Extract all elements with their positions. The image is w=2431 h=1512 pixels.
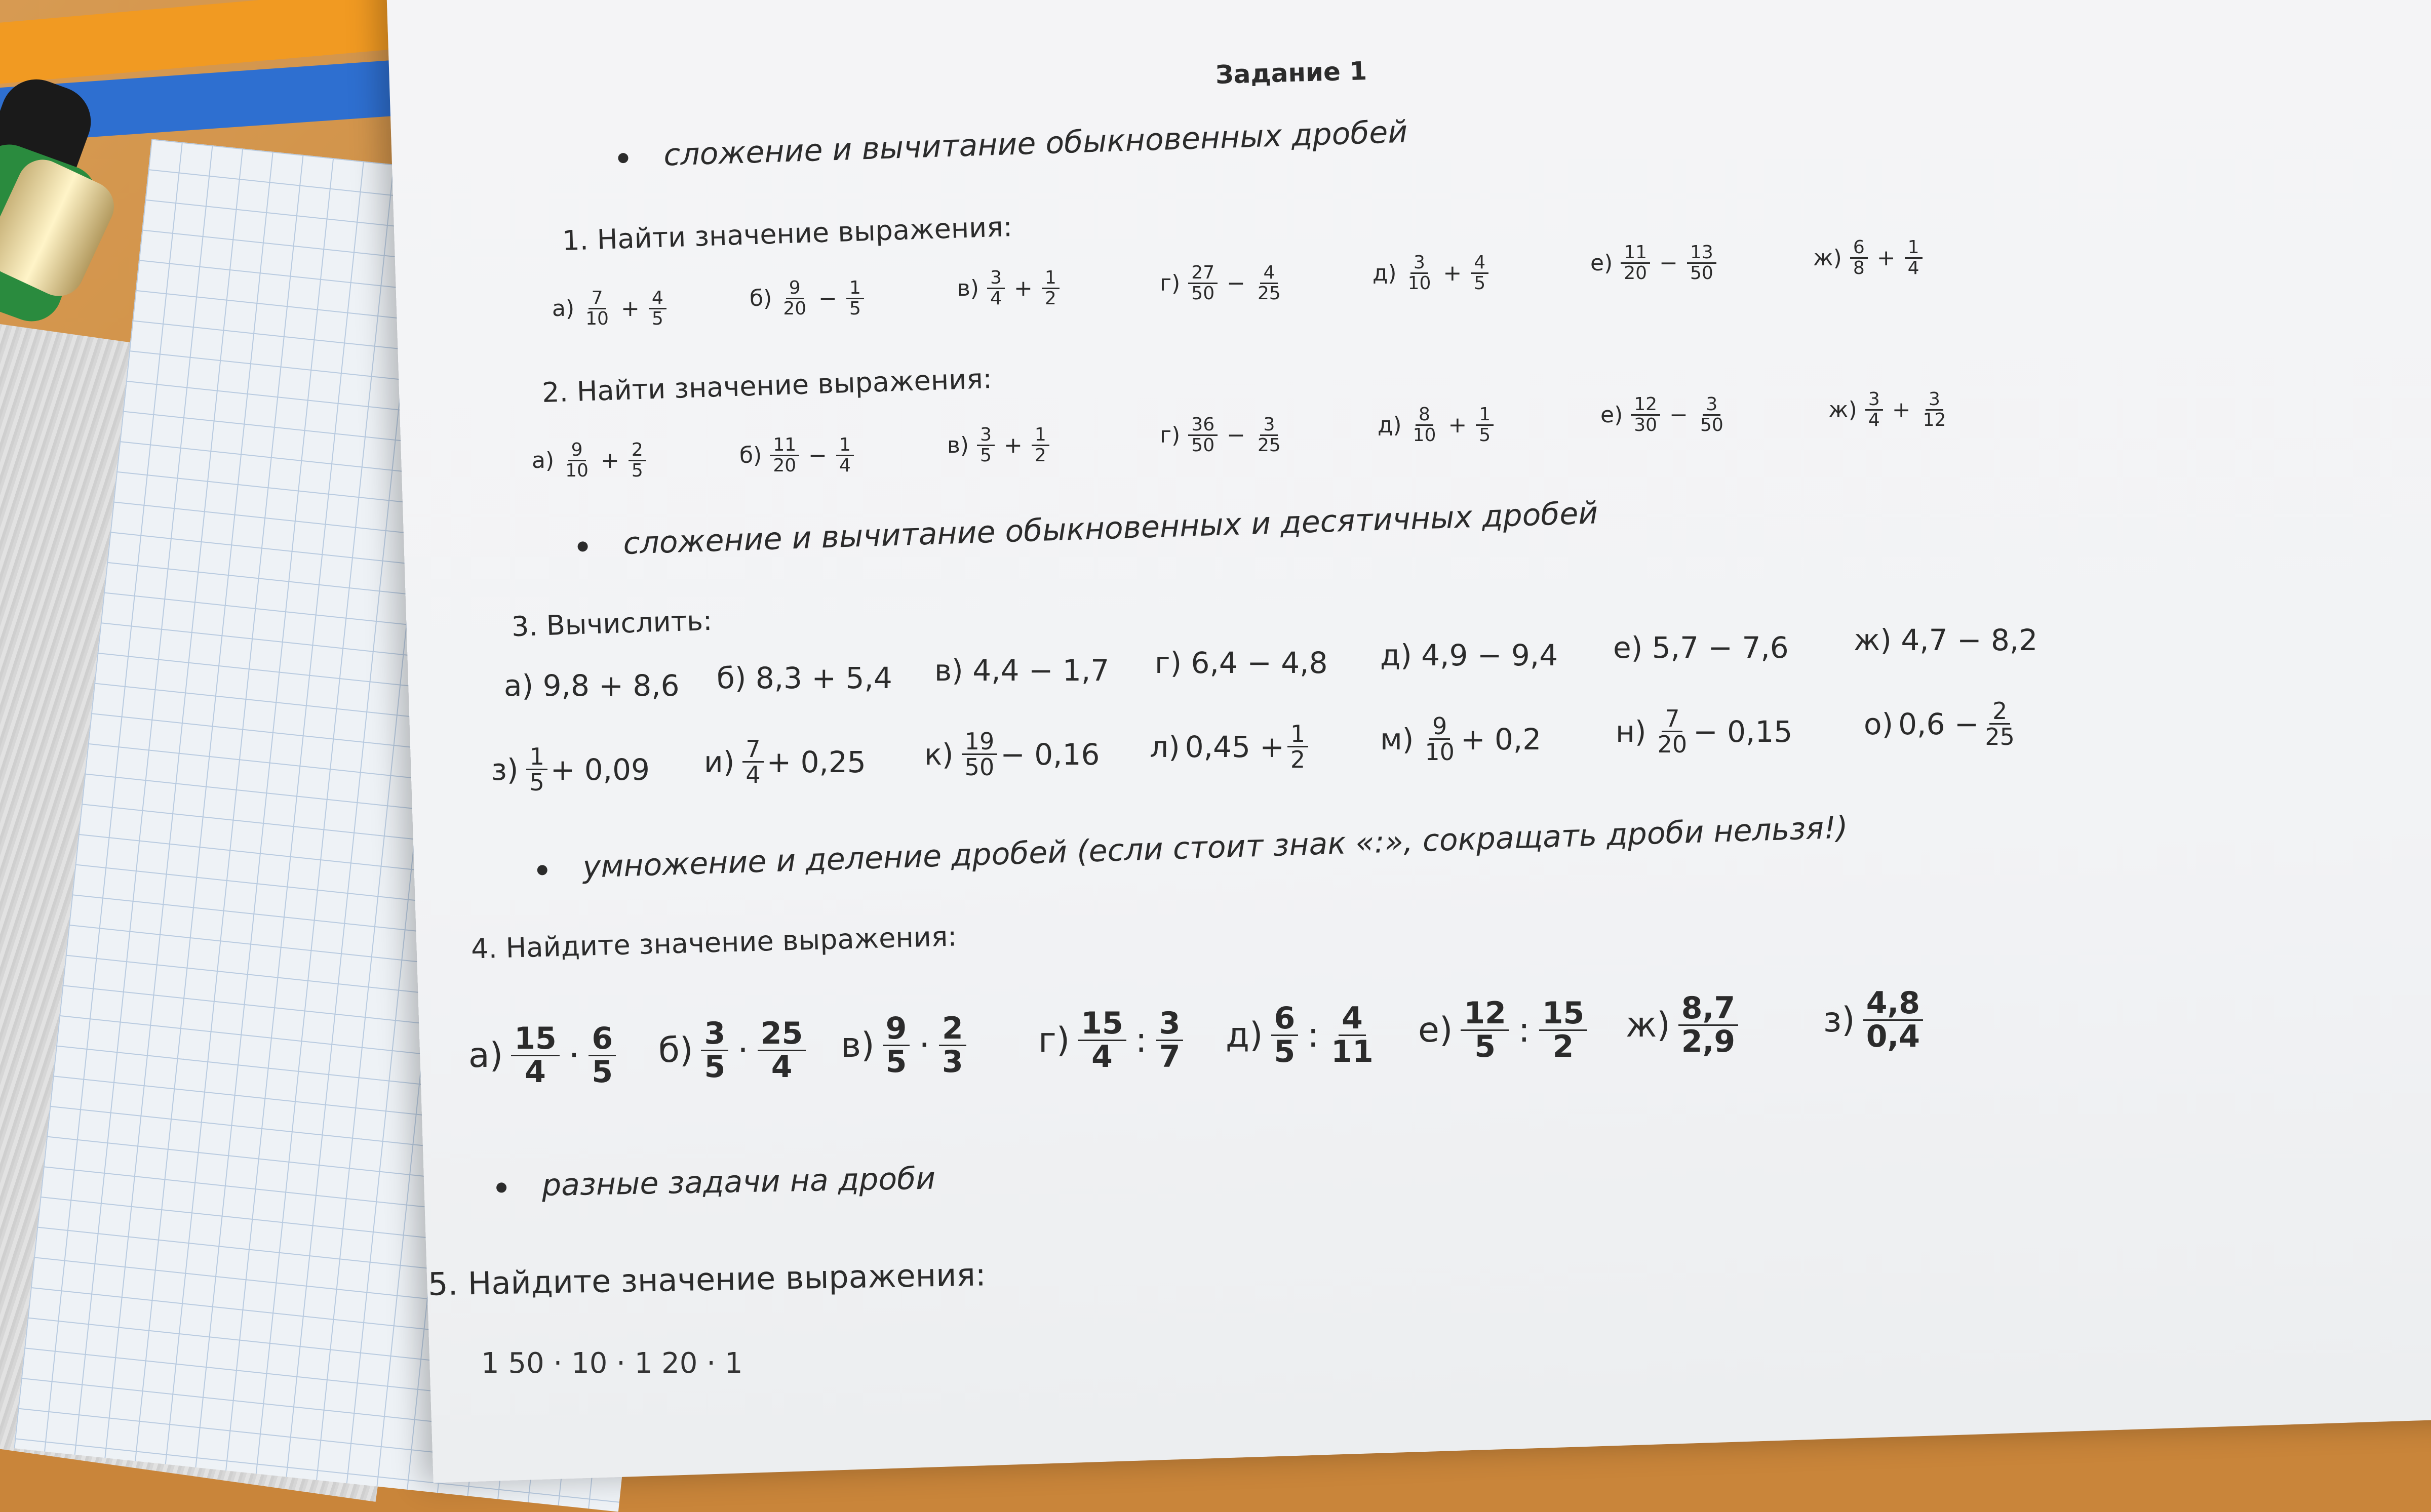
expression-item <box>1418 998 1590 1063</box>
item-label: в) <box>957 275 979 301</box>
fraction <box>977 425 995 465</box>
numerator: 8 <box>1416 405 1433 426</box>
numerator: 8,7 <box>1678 992 1738 1026</box>
item-label: з) <box>491 752 519 787</box>
fraction <box>1405 253 1434 293</box>
numerator: 7 <box>1662 706 1682 732</box>
fraction <box>511 1023 560 1088</box>
item-label: г) <box>1038 1020 1070 1060</box>
item-label: е) <box>1590 250 1613 276</box>
expression-rest: − 0,15 <box>1693 714 1793 749</box>
numerator: 3 <box>987 268 1005 289</box>
operator: · <box>919 1025 930 1065</box>
numerator: 25 <box>758 1018 806 1051</box>
bullet-text: разные задачи на дроби <box>541 1161 936 1203</box>
fraction <box>1905 238 1923 278</box>
expression-item <box>1378 405 1497 445</box>
fraction <box>1042 268 1060 308</box>
numerator: 1 <box>836 435 854 456</box>
expression-text: а) 9,8 + 8,6 <box>504 668 680 703</box>
expression-rest: 0,6 − <box>1898 706 1979 741</box>
expression-text: д) 4,9 − 9,4 <box>1380 638 1558 672</box>
fraction <box>1687 243 1716 283</box>
denominator: 5 <box>849 298 861 319</box>
expression-item <box>717 661 892 695</box>
expression-item <box>1626 992 1741 1058</box>
denominator: 5 <box>704 1049 726 1085</box>
fraction <box>582 289 612 329</box>
expression-item <box>532 441 649 481</box>
bullet-dot <box>618 153 629 164</box>
denominator: 50 <box>964 753 995 781</box>
expression-item <box>504 668 680 703</box>
denominator: 20 <box>1657 731 1688 759</box>
item-label: в) <box>947 432 969 458</box>
fraction <box>1621 243 1650 283</box>
fraction <box>939 1013 966 1078</box>
item-label: о) <box>1864 706 1894 741</box>
fraction <box>836 435 854 475</box>
denominator: 25 <box>1985 723 2015 751</box>
numerator: 1 <box>1287 722 1308 747</box>
fraction <box>1863 987 1923 1053</box>
denominator: 5 <box>1479 424 1491 446</box>
fraction <box>562 441 592 481</box>
denominator: 10 <box>1407 272 1431 294</box>
numerator: 4 <box>1471 253 1488 274</box>
denominator: 5 <box>592 1054 613 1090</box>
fraction <box>1410 405 1439 445</box>
denominator: 5 <box>631 460 643 481</box>
numerator: 9 <box>568 441 586 461</box>
item-label: е) <box>1418 1010 1453 1050</box>
operator: + <box>600 447 619 473</box>
expression-item <box>1155 646 1328 680</box>
item-label: а) <box>532 447 555 473</box>
operator: · <box>737 1030 749 1070</box>
denominator: 5 <box>980 445 992 466</box>
expression-item <box>1864 699 2021 749</box>
numerator: 9 <box>786 278 804 299</box>
denominator: 5 <box>1274 1034 1296 1069</box>
bullet-dot <box>496 1183 506 1193</box>
item-label: в) <box>841 1025 875 1065</box>
item-label: б) <box>739 442 762 468</box>
fraction <box>1254 263 1284 303</box>
bullet-text: умножение и деление дробей (если стоит знак «:», сокращать дроби нельзя!) <box>582 810 1849 885</box>
denominator: 10 <box>1425 738 1455 766</box>
fraction <box>1287 722 1308 772</box>
expression-item <box>1160 263 1287 303</box>
denominator: 12 <box>1923 409 1946 430</box>
item-label: б) <box>658 1030 693 1070</box>
item-label: д) <box>1226 1015 1263 1055</box>
expression-text: г) 6,4 − 4,8 <box>1155 646 1328 680</box>
item-label: г) <box>1160 270 1181 296</box>
item-label: л) <box>1150 729 1180 764</box>
numerator: 3 <box>1260 415 1278 436</box>
expression-item <box>1854 623 2037 657</box>
item-label: м) <box>1380 722 1414 757</box>
numerator: 3 <box>701 1018 728 1051</box>
numerator: 7 <box>589 289 606 309</box>
expression-item <box>739 435 857 475</box>
denominator: 2,9 <box>1681 1024 1736 1059</box>
operator: − <box>1669 402 1688 428</box>
bullet-section-2 <box>577 495 1598 563</box>
bullet-section-1 <box>617 114 1408 175</box>
expression-item <box>1600 395 1730 435</box>
expression-text: б) 8,3 + 5,4 <box>717 661 892 695</box>
numerator: 19 <box>962 729 998 755</box>
numerator: 1 <box>1042 268 1060 289</box>
item-label: д) <box>1378 412 1402 438</box>
numerator: 2 <box>629 441 646 461</box>
fraction <box>1078 1008 1126 1073</box>
numerator: 3 <box>1703 395 1720 416</box>
fraction <box>846 278 864 319</box>
task-1-heading: 1. Найти значение выражения: <box>562 211 1013 257</box>
expression-item <box>947 425 1052 465</box>
denominator: 2 <box>1552 1029 1574 1064</box>
denominator: 5 <box>529 769 544 797</box>
numerator: 2 <box>1989 699 2010 725</box>
operator: − <box>1659 250 1678 276</box>
operator: · <box>568 1036 580 1076</box>
item-label: г) <box>1160 422 1181 448</box>
fraction <box>1631 395 1660 435</box>
expression-item <box>1813 238 1926 278</box>
expression-item <box>1160 415 1287 455</box>
expression-rest: − 0,16 <box>1000 737 1100 772</box>
bullet-section-4 <box>496 1161 935 1204</box>
numerator: 3 <box>1865 390 1883 411</box>
expression-item <box>1823 987 1926 1053</box>
numerator: 12 <box>1631 395 1660 416</box>
denominator: 50 <box>1690 262 1713 284</box>
denominator: 20 <box>1624 262 1648 284</box>
item-label: ж) <box>1813 245 1842 271</box>
denominator: 5 <box>1474 1029 1496 1064</box>
expression-item <box>1380 638 1558 672</box>
expression-rest: + 0,25 <box>766 744 866 779</box>
operator: + <box>1892 396 1911 423</box>
numerator: 36 <box>1188 415 1218 436</box>
denominator: 4 <box>1868 409 1880 430</box>
fraction <box>1254 415 1284 455</box>
expression-item <box>750 278 867 319</box>
denominator: 0,4 <box>1866 1019 1920 1054</box>
denominator: 5 <box>885 1044 907 1080</box>
expression-rest: + 0,2 <box>1460 722 1542 757</box>
operator: − <box>1227 270 1245 296</box>
fraction <box>1982 699 2018 749</box>
fraction <box>1865 390 1883 430</box>
denominator: 10 <box>585 308 609 329</box>
denominator: 4 <box>1907 257 1919 278</box>
expression-item <box>1590 243 1719 283</box>
fraction <box>629 441 646 481</box>
numerator: 3 <box>977 425 995 446</box>
fraction <box>1032 425 1049 465</box>
expression-item <box>841 1013 969 1078</box>
fraction <box>962 729 998 780</box>
expression-text: в) 4,4 − 1,7 <box>934 653 1110 688</box>
expression-item <box>491 744 650 795</box>
fraction <box>1678 992 1738 1058</box>
operator: + <box>620 295 640 322</box>
expression-rest: 0,45 + <box>1185 729 1284 764</box>
expression-item <box>704 737 866 787</box>
fraction <box>649 289 666 329</box>
task-5-heading: 5. Найдите значение выражения: <box>427 1256 987 1303</box>
operator: + <box>1004 432 1023 458</box>
denominator: 4 <box>771 1049 793 1085</box>
bullet-text: сложение и вычитание обыкновенных и десятичных дробей <box>622 495 1599 562</box>
fraction <box>589 1023 616 1088</box>
numerator: 15 <box>1539 998 1588 1031</box>
expression-item <box>1616 706 1792 757</box>
denominator: 30 <box>1634 414 1658 435</box>
expression-item <box>934 653 1109 688</box>
numerator: 3 <box>1156 1008 1184 1041</box>
numerator: 4 <box>1339 1003 1366 1036</box>
fraction <box>1539 998 1588 1063</box>
denominator: 2 <box>1044 288 1056 309</box>
numerator: 6 <box>589 1023 616 1056</box>
denominator: 50 <box>1191 434 1215 456</box>
fraction <box>1850 238 1868 278</box>
fraction <box>701 1018 728 1083</box>
denominator: 4 <box>746 761 761 789</box>
fraction <box>1920 390 1949 430</box>
operator: : <box>1518 1010 1530 1050</box>
item-label: н) <box>1616 714 1646 749</box>
worksheet-title: Задание 1 <box>1215 56 1367 90</box>
item-label: д) <box>1373 260 1397 286</box>
item-label: з) <box>1823 1000 1855 1040</box>
expression-item <box>1828 390 1952 430</box>
denominator: 4 <box>525 1054 546 1090</box>
operator: − <box>1227 422 1245 448</box>
numerator: 1 <box>526 744 547 770</box>
expression-item <box>1226 1003 1380 1068</box>
expression-item <box>1380 714 1541 765</box>
fraction <box>883 1013 910 1078</box>
fraction <box>1188 415 1218 455</box>
fraction <box>758 1018 806 1083</box>
denominator: 10 <box>565 460 589 481</box>
denominator: 4 <box>1091 1039 1113 1075</box>
item-label: к) <box>924 737 954 772</box>
operator: + <box>1448 412 1467 438</box>
item-label: ж) <box>1828 396 1857 423</box>
denominator: 20 <box>773 455 797 476</box>
fraction <box>1461 998 1509 1063</box>
numerator: 1 <box>846 278 864 299</box>
item-label: а) <box>552 295 575 322</box>
expression-item <box>1038 1008 1186 1073</box>
operator: + <box>1014 275 1033 301</box>
item-label: и) <box>704 744 735 779</box>
numerator: 13 <box>1687 243 1716 264</box>
fraction <box>770 435 799 475</box>
numerator: 1 <box>1905 238 1923 259</box>
bullet-dot <box>537 865 547 876</box>
fraction <box>1655 706 1691 757</box>
expression-item <box>957 268 1063 308</box>
bullet-section-3 <box>537 810 1849 886</box>
denominator: 11 <box>1331 1034 1374 1069</box>
expression-item <box>1150 722 1311 772</box>
numerator: 11 <box>1621 243 1650 264</box>
operator: − <box>818 285 837 311</box>
expression-item <box>924 729 1100 780</box>
numerator: 3 <box>1926 390 1943 411</box>
denominator: 20 <box>783 298 807 319</box>
fraction <box>1422 714 1458 765</box>
bullet-dot <box>577 541 588 552</box>
numerator: 1 <box>1032 425 1049 446</box>
operator: : <box>1307 1015 1319 1055</box>
denominator: 2 <box>1034 445 1046 466</box>
operator: + <box>1876 245 1896 271</box>
numerator: 1 <box>1476 405 1494 426</box>
item-label: е) <box>1600 402 1623 428</box>
numerator: 6 <box>1271 1003 1299 1036</box>
denominator: 2 <box>1290 746 1306 774</box>
fraction <box>526 744 547 795</box>
denominator: 8 <box>1853 257 1865 278</box>
fraction <box>1476 405 1494 445</box>
fraction <box>1697 395 1727 435</box>
expression-item <box>1613 630 1789 665</box>
denominator: 10 <box>1413 424 1436 446</box>
operator: : <box>1135 1020 1147 1060</box>
denominator: 5 <box>1474 272 1486 294</box>
denominator: 3 <box>942 1044 963 1080</box>
denominator: 50 <box>1191 283 1215 304</box>
denominator: 25 <box>1257 283 1281 304</box>
bullet-text: сложение и вычитание обыкновенных дробей <box>663 114 1408 173</box>
fraction <box>1328 1003 1377 1068</box>
numerator: 4 <box>649 289 666 309</box>
item-label: а) <box>468 1036 503 1076</box>
operator: + <box>1443 260 1462 286</box>
fraction <box>1471 253 1488 293</box>
numerator: 4,8 <box>1863 987 1923 1021</box>
fraction <box>780 278 809 319</box>
task-5-row-partial: 1 50 · 10 · 1 20 · 1 <box>481 1347 743 1380</box>
expression-item <box>468 1023 619 1088</box>
expression-text: ж) 4,7 − 8,2 <box>1854 623 2038 657</box>
fraction <box>1156 1008 1184 1073</box>
numerator: 15 <box>511 1023 560 1056</box>
fraction <box>742 737 763 787</box>
item-label: б) <box>750 285 772 311</box>
operator: − <box>808 442 827 468</box>
numerator: 3 <box>1410 253 1428 274</box>
numerator: 27 <box>1188 263 1218 284</box>
numerator: 9 <box>883 1013 910 1046</box>
numerator: 15 <box>1078 1008 1126 1041</box>
denominator: 4 <box>839 455 851 476</box>
numerator: 6 <box>1850 238 1868 259</box>
denominator: 7 <box>1159 1039 1181 1075</box>
task-2-heading: 2. Найти значение выражения: <box>541 363 993 409</box>
fraction <box>987 268 1005 308</box>
expression-rest: + 0,09 <box>550 752 650 787</box>
denominator: 4 <box>990 288 1002 309</box>
task-4-heading: 4. Найдите значение выражения: <box>470 920 958 965</box>
item-label: ж) <box>1626 1005 1670 1045</box>
denominator: 50 <box>1700 414 1723 435</box>
expression-text: е) 5,7 − 7,6 <box>1613 630 1789 665</box>
expression-item <box>658 1018 809 1083</box>
numerator: 11 <box>770 435 799 456</box>
expression-item <box>1373 253 1492 293</box>
fraction <box>1271 1003 1299 1068</box>
numerator: 9 <box>1429 714 1450 740</box>
numerator: 4 <box>1260 263 1278 284</box>
expression-item <box>552 289 670 329</box>
task-3-heading: 3. Вычислить: <box>511 604 713 643</box>
numerator: 7 <box>742 737 763 763</box>
fraction <box>1188 263 1218 303</box>
denominator: 5 <box>651 308 663 329</box>
denominator: 25 <box>1257 434 1281 456</box>
numerator: 12 <box>1461 998 1509 1031</box>
numerator: 2 <box>939 1013 966 1046</box>
